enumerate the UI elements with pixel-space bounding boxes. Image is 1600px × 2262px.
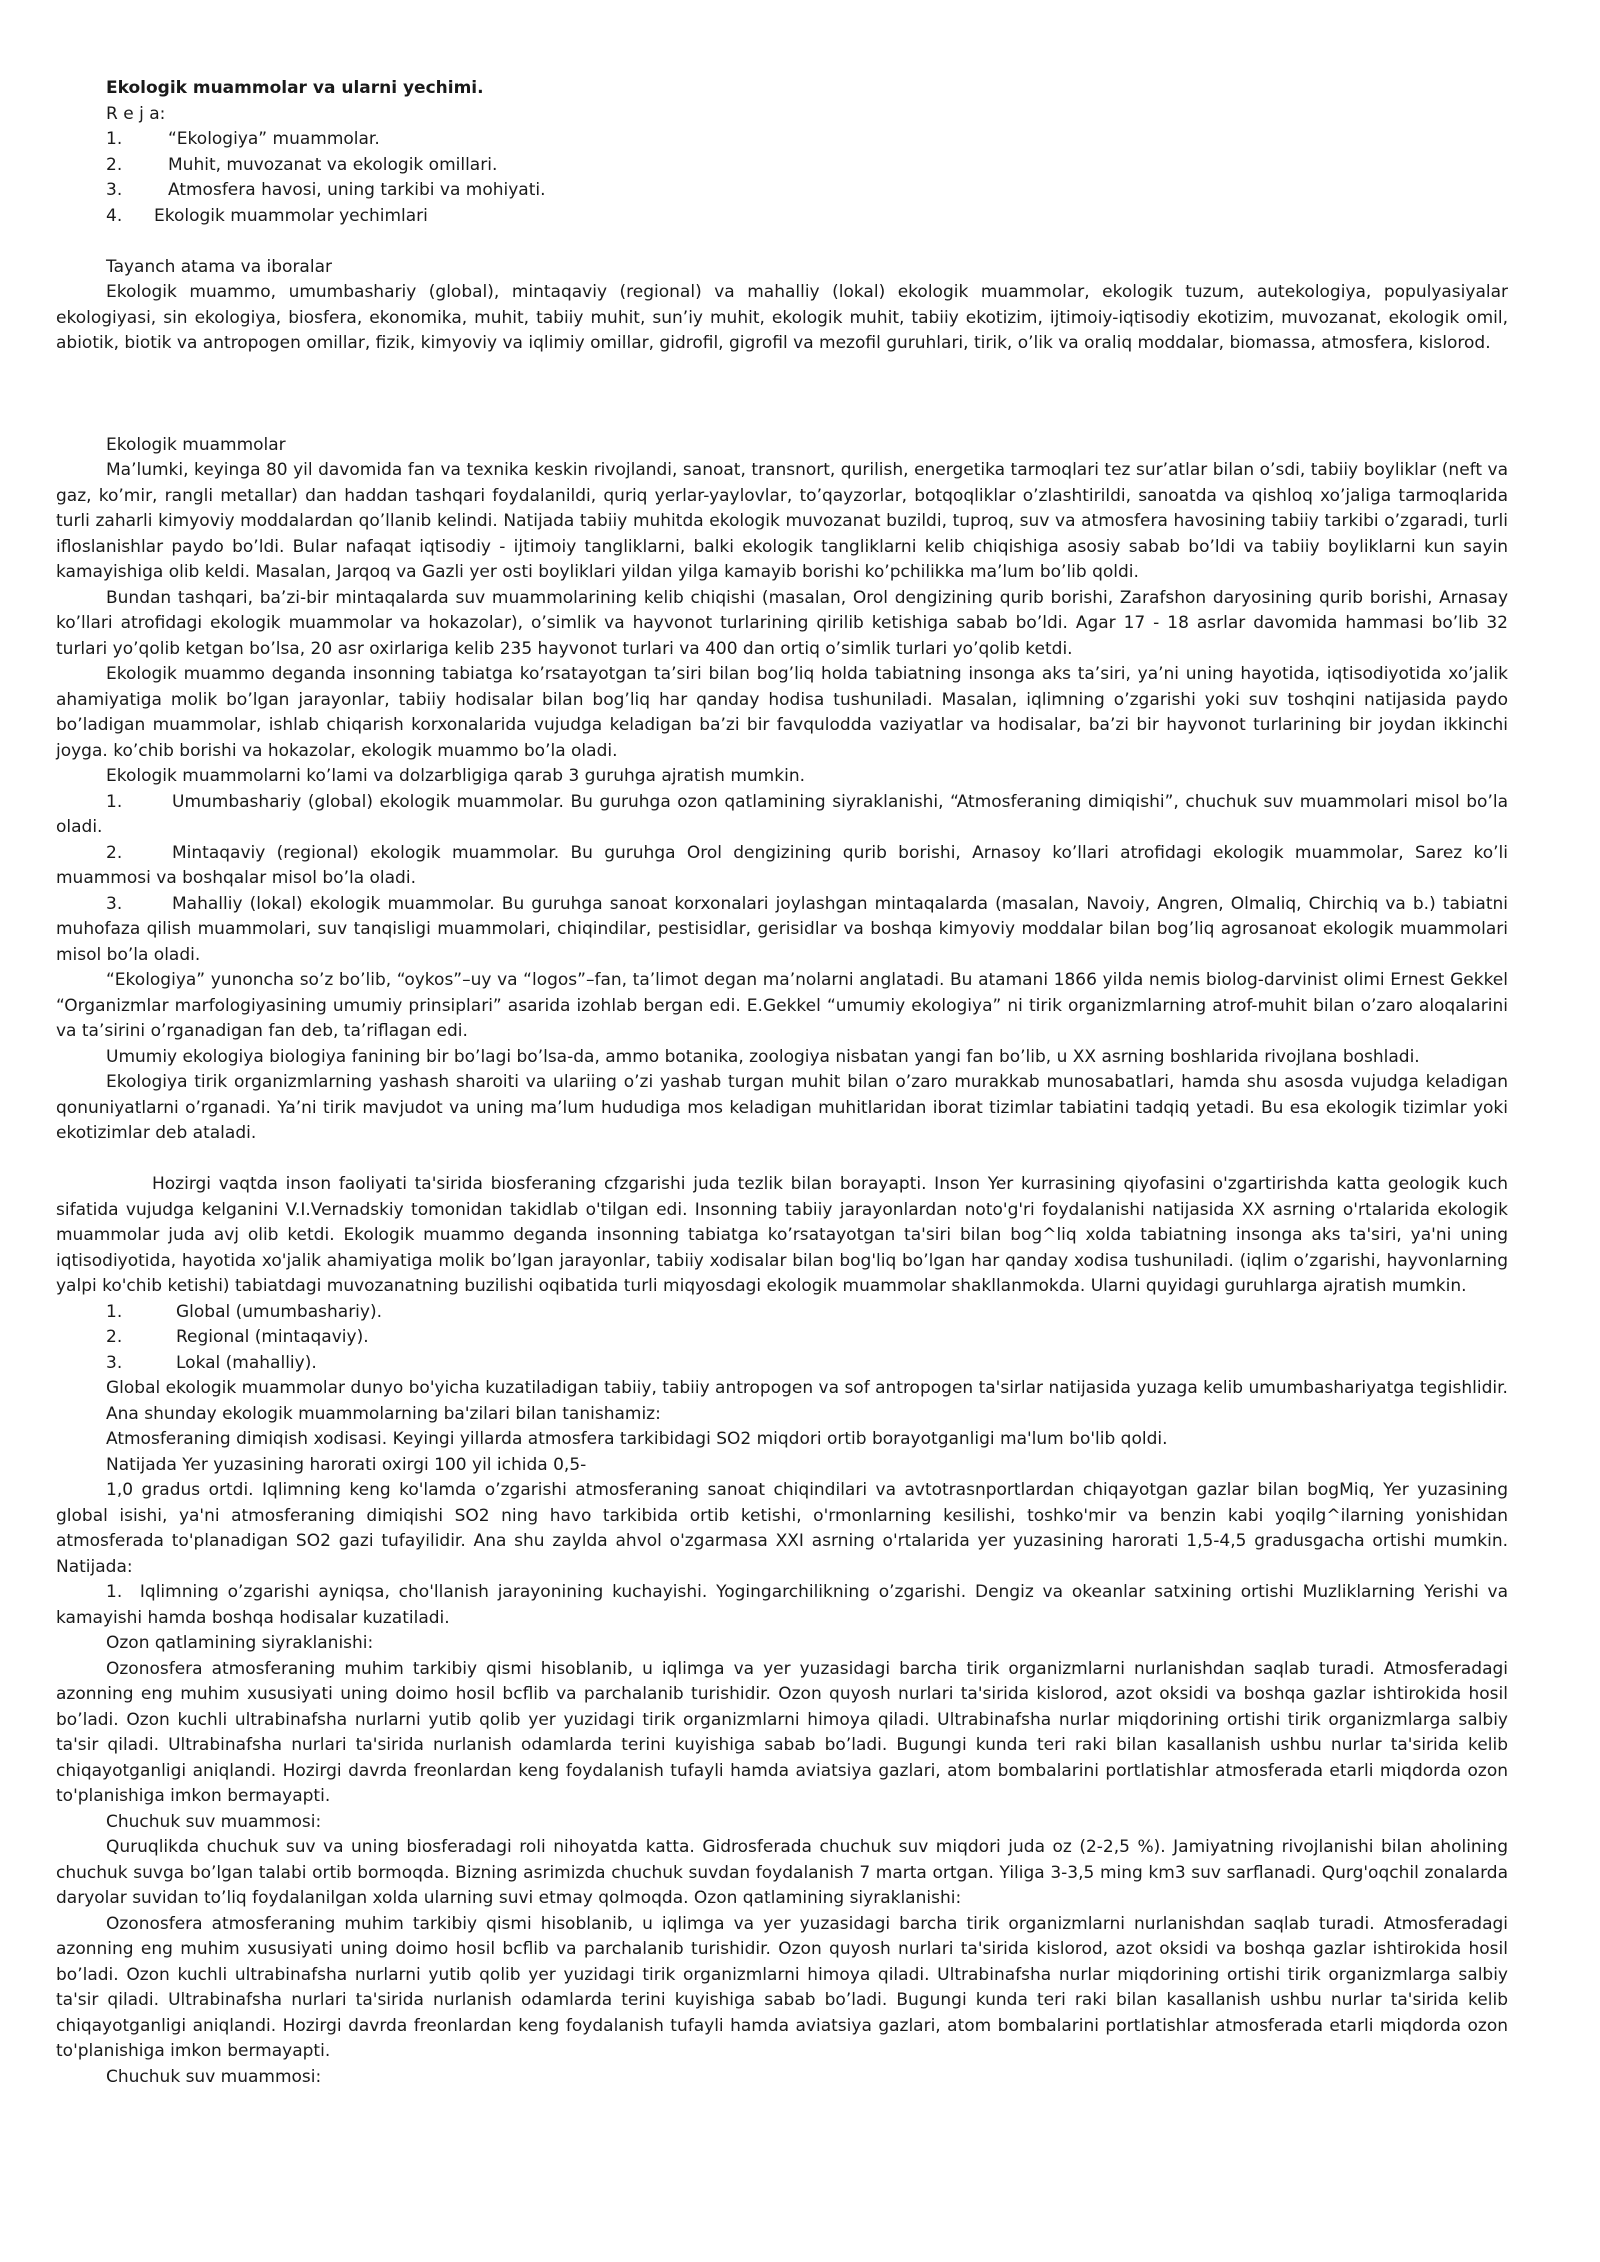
paragraph: Umumiy ekologiya biologiya fanining bir bo’lagi bo’lsa-da, ammo botanika, zoologiya nisbatan yangi fan bo’lib, u XX asrning boshlarida rivojlana boshladi. <box>106 1046 1420 1067</box>
plan-item <box>56 178 1508 204</box>
paragraph: Ekologiya tirik organizmlarning yashash sharoiti va ulariing o’zi yashab turgan muhit bilan o’zaro murakkab munosabatlari, hamda shu asosda vujudga keladigan qonuniyatlarni o’rganadi. Ya’ni tirik mavjudot va uning ma’lum hududiga mos keladigan muhitlaridan iborat tizimlar tabiatini tadqiq yetadi. Bu esa ekologik tizimlar yoki ekotizimlar deb ataladi. <box>56 1072 1508 1143</box>
level-item-number: 2. <box>106 1327 123 1347</box>
paragraph: Ozonosfera atmosferaning muhim tarkibiy qismi hisoblanib, u iqlimga va yer yuzasidagi barcha tirik organizmlarni nurlanishdan saqlab turadi. Atmosferadagi azonning eng muhim xususiyati uning doimo hosil bcflib va parchalanib turishidir. Ozon quyosh nurlari ta'sirida kislorod, azot oksidi va boshqa gazlar ishtirokida hosil bo’ladi. Ozon kuchli ultrabinafsha nurlarni yutib qolib yer yuzidagi tirik organizmlarni himoya qiladi. Ultrabinafsha nurlar miqdorining ortishi tirik organizmlarga salbiy ta'sir qiladi. Ultrabinafsha nurlari ta'sirida nurlanish odamlarda terini kuyishiga sabab bo’ladi. Bugungi kunda teri raki bilan kasallanish ushbu nurlar ta'sirida kelib chiqayotganligi aniqlandi. Hozirgi davrda freonlardan keng foydalanish tufayli hamda aviatsiya gazlari, atom bombalarini portlatishlar atmosferada etarli miqdorda ozon to'planishiga imkon bermayapti. <box>56 1658 1508 1806</box>
group-item <box>56 892 1508 969</box>
plan-item-text: “Ekologiya” muammolar. <box>168 129 380 149</box>
level-item-number: 1. <box>106 1301 123 1322</box>
plan-item <box>56 204 1508 230</box>
paragraph: Global ekologik muammolar dunyo bo'yicha kuzatiladigan tabiiy, tabiiy antropogen va sof antropogen ta'sirlar natijasida yuzaga kelib umumbashariyatga tegishlidir. <box>106 1378 1508 1398</box>
consequence-item-number: 1. <box>106 1582 123 1602</box>
group-item <box>56 841 1508 892</box>
keywords-paragraph: Ekologik muammo, umumbashariy (global), mintaqaviy (regional) va mahalliy (lokal) ekologik muammolar, ekologik tuzum, autekologiya, populyasiyalar ekologiyasi, sin ekologiya, biosfera, ekonomika, muhit, tabiiy muhit, sun’iy muhit, ekologik muhit, tabiiy ekotizim, ijtimoiy-iqtisodiy ekotizim, muvozanat, ekologik omil, abiotik, biotik va antropogen omillar, fizik, kimyoviy va iqlimiy omillar, gidrofil, gigrofil va mezofil guruhlari, tirik, o’lik va oraliq moddalar, biomassa, atmosfera, kislorod. <box>56 282 1508 353</box>
paragraph: Atmosferaning dimiqish xodisasi. Keyingi yillarda atmosfera tarkibidagi SO2 miqdori ortib borayotganligi ma'lum bo'lib qoldi. <box>106 1429 1168 1449</box>
paragraph: Quruqlikda chuchuk suv va uning biosferadagi roli nihoyatda katta. Gidrosferada chuchuk suv miqdori juda oz (2-2,5 %). Jamiyatning rivojlanishi bilan aholining chuchuk suvga bo’lgan talabi ortib bormoqda. Bizning asrimizda chuchuk suvdan foydalanish 7 marta ortgan. Yiliga 3-3,5 ming km3 suv sarflanadi. Qurg'oqchil zonalarda daryolar suvidan to’liq foydalanilgan xolda ularning suvi etmay qolmoqda. Ozon qatlamining siyraklanishi: <box>56 1837 1508 1908</box>
subsection-heading: Chuchuk suv muammosi: <box>106 1811 322 1832</box>
group-item-text: Mahalliy (lokal) ekologik muammolar. Bu guruhga sanoat korxonalari joylashgan mintaqalarda (masalan, Navoiy, Angren, Olmaliq, Chirchiq va b.) tabiatni muhofaza qilish muammolari, suv tanqisligi muammolari, chiqindilar, pestisidlar, gerisidlar va boshqa kimyoviy moddalar bilan bog’liq agrosanoat ekologik muammolari misol bo’la oladi. <box>56 893 1508 965</box>
group-item-text: Mintaqaviy (regional) ekologik muammolar. Bu guruhga Orol dengizining qurib borishi, Arnasoy ko’llari atrofidagi ekologik muammolar, Sarez ko’li muammosi va boshqalar misol bo’la oladi. <box>56 842 1508 888</box>
level-item-text: Lokal (mahalliy). <box>176 1352 317 1373</box>
paragraph: Natijada Yer yuzasining harorati oxirgi 100 yil ichida 0,5- <box>106 1454 587 1475</box>
plan-item-number: 1. <box>106 129 123 149</box>
paragraph: Ma’lumki, keyinga 80 yil davomida fan va texnika keskin rivojlandi, sanoat, transnort, qurilish, energetika tarmoqlari tez sur’atlar bilan o’sdi, tabiiy boyliklar (neft va gaz, ko’mir, rangli metallar) dan haddan tashqari foydalanildi, quriq yerlar-yaylovlar, to’qayzorlar, botqoqliklar o’zlashtirildi, sanoatda va qishloq xo’jaliga tarmoqlarida turli zaharli kimyoviy moddalardan qo’llanib kelindi. Natijada tabiiy muhitda ekologik muvozanat buzildi, tuproq, suv va atmosfera havosining tabiiy tarkibi o’zgaradi, turli ifloslanishlar paydo bo’ldi. Bular nafaqat iqtisodiy - ijtimoiy tangliklarni, balki ekologik tangliklarni kelib chiqishiga asosiy sabab bo’ldi va tabiiy boyliklarni kun sayin kamayishiga olib keldi. Masalan, Jarqoq va Gazli yer osti boyliklari yildan yilga kamayib borishi ko’pchilikka ma’lum bo’lib qoldi. <box>56 460 1508 582</box>
plan-item-text: Ekologik muammolar yechimlari <box>154 205 428 226</box>
subsection-heading: Chuchuk suv muammosi: <box>106 2066 322 2087</box>
consequence-item <box>56 1580 1508 1631</box>
paragraph: Ozonosfera atmosferaning muhim tarkibiy qismi hisoblanib, u iqlimga va yer yuzasidagi barcha tirik organizmlarni nurlanishdan saqlab turadi. Atmosferadagi azonning eng muhim xususiyati uning doimo hosil bcflib va parchalanib turishidir. Ozon quyosh nurlari ta'sirida kislorod, azot oksidi va boshqa gazlar ishtirokida hosil bo’ladi. Ozon kuchli ultrabinafsha nurlarni yutib qolib yer yuzidagi tirik organizmlarni himoya qiladi. Ultrabinafsha nurlar miqdorining ortishi tirik organizmlarga salbiy ta'sir qiladi. Ultrabinafsha nurlari ta'sirida nurlanish odamlarda terini kuyishiga sabab bo’ladi. Bugungi kunda teri raki bilan kasallanish ushbu nurlar ta'sirida kelib chiqayotganligi aniqlandi. Hozirgi davrda freonlardan keng foydalanish tufayli hamda aviatsiya gazlari, atom bombalarini portlatishlar atmosferada etarli miqdorda ozon to'planishiga imkon bermayapti. <box>56 1913 1508 2061</box>
document-title: Ekologik muammolar va ularni yechimi. <box>106 78 484 98</box>
group-item-number: 2. <box>106 842 123 863</box>
plan-item-text: Muhit, muvozanat va ekologik omillari. <box>168 154 498 175</box>
plan-item <box>56 153 1508 179</box>
group-item-number: 1. <box>106 791 123 812</box>
consequence-item-text: Iqlimning o’zgarishi ayniqsa, cho'llanish jarayonining kuchayishi. Yogingarchilikning o’zgarishi. Dengiz va okeanlar satxining ortishi Muzliklarning Yerishi va kamayishi hamda boshqa hodisalar kuzatiladi. <box>56 1582 1508 1628</box>
paragraph: Ekologik muammo deganda insonning tabiatga ko’rsatayotgan ta’siri bilan bog’liq holda tabiatning insonga aks ta’siri, ya’ni uning hayotida, iqtisodiyotida xo’jalik ahamiyatiga molik bo’lgan jarayonlar, tabiiy hodisalar bilan bog’liq har qanday hodisa tushuniladi. Masalan, iqlimning o’zgarishi yoki suv toshqini natijasida paydo bo’ladigan muammolar, ishlab chiqarish korxonalarida vujudga keladigan ba’zi bir favqulodda vaziyatlar va hodisalar, ba’zi bir hayvonot turlarining bir joydan ikkinchi joyga. ko’chib borishi va hokazolar, ekologik muammo bo’la oladi. <box>56 664 1508 761</box>
group-item-number: 3. <box>106 893 123 914</box>
plan-item-number: 4. <box>106 205 123 226</box>
keywords-heading: Tayanch atama va iboralar <box>106 256 332 277</box>
level-item-text: Regional (mintaqaviy). <box>176 1327 369 1347</box>
plan-item-number: 3. <box>106 180 123 200</box>
level-item <box>56 1325 1508 1351</box>
plan-item-number: 2. <box>106 154 123 175</box>
section-heading: Ekologik muammolar <box>106 434 286 455</box>
paragraph: Ana shunday ekologik muammolarning ba'zilari bilan tanishamiz: <box>106 1403 661 1424</box>
paragraph: Bundan tashqari, ba’zi-bir mintaqalarda suv muammolarining kelib chiqishi (masalan, Orol dengizining qurib borishi, Zarafshon daryosining qurib borishi, Arnasay ko’llari atrofidagi ekologik muammolar va hokazolar), o’simlik va hayvonot turlarining qirilib ketishiga sabab bo’ldi. Agar 17 - 18 asrlar davomida hammasi bo’lib 32 turlari yo’qolib ketgan bo’lsa, 20 asr oxirlariga kelib 235 hayvonot turlari va 400 dan ortiq o’simlik turlari yo’qolib ketdi. <box>56 587 1508 659</box>
paragraph: 1,0 gradus ortdi. Iqlimning keng ko'lamda o’zgarishi atmosferaning sanoat chiqindilari va avtotrasnportlardan chiqayotgan gazlar bilan bogMiq, Yer yuzasining global isishi, ya'ni atmosferaning dimiqishi SO2 ning havo tarkibida ortib ketishi, o'rmonlarning kesilishi, toshko'mir va benzin kabi yoqilg^ilarning yonishidan atmosferada to'planadigan SO2 gazi tufayilidir. Ana shu zaylda ahvol o'zgarmasa XXI asrning o'rtalarida yer yuzasining harorati 1,5-4,5 gradusgacha ortishi mumkin. Natijada: <box>56 1480 1508 1577</box>
paragraph: Hozirgi vaqtda inson faoliyati ta'sirida biosferaning cfzgarishi juda tezlik bilan borayapti. Inson Yer kurrasining qiyofasini o'zgartirishda katta geologik kuch sifatida vujudga kelganini V.I.Vernadskiy tomonidan takidlab o'tilgan edi. Insonning tabiiy jarayonlardan noto'g'ri foydalanishi natijasida XX asrning o'rtalarida ekologik muammolar juda avj olib ketdi. Ekologik muammo deganda insonning tabiatga ko’rsatayotgan ta'siri bilan bog^liq xolda tabiatning insonga aks ta'siri, ya'ni uning iqtisodiyotida, hayotida xo'jalik ahamiyatiga molik bo’lgan jarayonlar, tabiiy xodisalar bilan bog'liq bo’lgan har qanday xodisa tushuniladi. (iqlim o’zgarishi, hayvonlarning yalpi ko'chib ketishi) tabiatdagi muvozanatning buzilishi oqibatida turli miqyosdagi ekologik muammolar shakllanmokda. Ularni quyidagi guruhlarga ajratish mumkin. <box>56 1174 1508 1296</box>
paragraph: “Ekologiya” yunoncha so’z bo’lib, “oykos”–uy va “logos”–fan, ta’limot degan ma’nolarni anglatadi. Bu atamani 1866 yilda nemis biolog-darvinist olimi Ernest Gekkel “Organizmlar marfologiyasining umumiy prinsiplari” asarida izohlab bergan edi. E.Gekkel “umumiy ekologiya” ni tirik organizmlarning atrof-muhit bilan o’zaro aloqalarini va ta’sirini o’rganadigan fan deb, ta’riflagan edi. <box>56 970 1508 1041</box>
group-item-text: Umumbashariy (global) ekologik muammolar. Bu guruhga ozon qatlamining siyraklanishi, “Atmosferaning dimiqishi”, chuchuk suv muammolari misol bo’la oladi. <box>56 791 1508 837</box>
paragraph: Ekologik muammolarni ko’lami va dolzarbligiga qarab 3 guruhga ajratish mumkin. <box>106 766 805 786</box>
plan-item <box>56 127 1508 153</box>
level-item-text: Global (umumbashariy). <box>176 1301 383 1322</box>
level-item <box>56 1351 1508 1377</box>
plan-item-text: Atmosfera havosi, uning tarkibi va mohiyati. <box>168 180 546 200</box>
level-item <box>56 1300 1508 1326</box>
subsection-heading: Ozon qatlamining siyraklanishi: <box>106 1633 374 1653</box>
group-item <box>56 790 1508 841</box>
plan-label: R e j a: <box>106 103 166 124</box>
level-item-number: 3. <box>106 1352 123 1373</box>
